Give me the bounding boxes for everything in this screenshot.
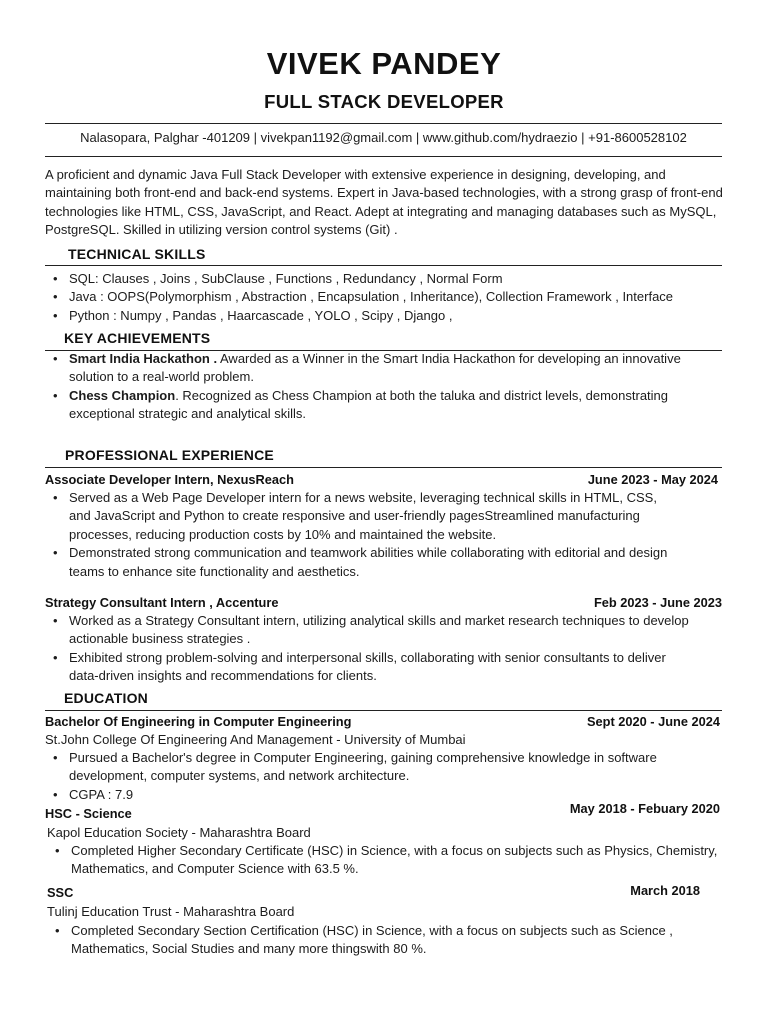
divider [45, 467, 722, 468]
list-item: • SQL: Clauses , Joins , SubClause , Functions , Redundancy , Normal Form [53, 271, 503, 286]
list-item: • Smart India Hackathon . Awarded as a Winner in the Smart India Hackathon for developing an innovative solution to a real-world problem. [53, 351, 681, 385]
degree-title: SSC [47, 885, 74, 900]
degree-title: HSC - Science [45, 806, 132, 821]
job-dates: June 2023 - May 2024 [587, 472, 718, 487]
achievements-list [45, 350, 717, 424]
degree-dates: May 2018 - Febuary 2020 [569, 801, 720, 816]
list-item: • Completed Higher Secondary Certificate (HSC) in Science, with a focus on subjects such as Physics, Chemistry, Mathematics, and Computer Science with 63.5 %. [55, 843, 718, 877]
job-title: Associate Developer Intern, NexusReach [45, 472, 294, 487]
candidate-name: VIVEK PANDEY [266, 46, 502, 81]
list-item: • Chess Champion. Recognized as Chess Champion at both the taluka and district levels, demonstrating exceptional strategic and analytical skills. [53, 387, 669, 422]
job-title: Strategy Consultant Intern , Accenture [45, 595, 279, 610]
list-item: • Demonstrated strong communication and teamwork abilities while collaborating with editorial and design teams to enhance site functionality and aesthetics. [53, 545, 668, 579]
list-item: • Completed Secondary Section Certification (HSC) in Science, with a focus on subjects such as Science , Mathematics, Social Studies and many more thingswith 80 %. [55, 923, 673, 957]
institution-name: Kapol Education Society - Maharashtra Board [47, 825, 311, 840]
summary-paragraph: A proficient and dynamic Java Full Stack Developer with extensive experience in designing, developing, and maintaining both front-end and back-end systems. Expert in Java-based technologies, with a strong grasp of front-end technologies like HTML, CSS, JavaScript, and React. Adept at integrating and managing databases such as MySQL, PostgreSQL. Skilled in utilizing version control systems (Git) . [45, 167, 723, 238]
divider [45, 123, 722, 124]
job-dates: Feb 2023 - June 2023 [593, 595, 722, 610]
list-item: • CGPA : 7.9 [53, 786, 134, 802]
section-heading-experience: PROFESSIONAL EXPERIENCE [65, 447, 274, 463]
divider [45, 710, 722, 711]
contact-line: Nalasopara, Palghar -401209 | vivekpan1192@gmail.com | www.github.com/hydraezio | +91-8600528102 [80, 130, 687, 145]
degree-bullets [47, 842, 727, 879]
institution-name: Tulinj Education Trust - Maharashtra Board [47, 904, 295, 919]
institution-name: St.John College Of Engineering And Management - University of Mumbai [45, 732, 466, 747]
degree-dates: Sept 2020 - June 2024 [586, 714, 720, 729]
list-item: • Exhibited strong problem-solving and interpersonal skills, collaborating with senior consultants to deliver data-driven insights and recommendations for clients. [53, 649, 666, 684]
section-heading-education: EDUCATION [64, 690, 148, 706]
job-bullets [45, 489, 675, 581]
list-item: • Java : OOPS(Polymorphism , Abstraction , Encapsulation , Inheritance), Collection Framework , Interface [53, 289, 674, 305]
divider [45, 156, 722, 157]
list-item: • Worked as a Strategy Consultant intern, utilizing analytical skills and market research techniques to develop actionable business strategies . [53, 613, 689, 647]
degree-bullets [47, 922, 687, 959]
list-item: • Python : Numpy , Pandas , Haarcascade , YOLO , Scipy , Django , [53, 307, 453, 323]
list-item: • Pursued a Bachelor's degree in Computer Engineering, gaining comprehensive knowledge in software development, computer systems, and network architecture. [53, 750, 657, 784]
degree-bullets [45, 749, 685, 804]
job-role: FULL STACK DEVELOPER [264, 91, 504, 112]
list-item: • Served as a Web Page Developer intern for a news website, leveraging technical skills in HTML, CSS, and JavaScript and Python to create responsive and user-friendly pagesStreamlined manufacturing processes, reducing production costs by 10% and maintained the website. [53, 490, 657, 542]
divider [45, 265, 722, 266]
job-bullets [45, 612, 695, 686]
degree-title: Bachelor Of Engineering in Computer Engineering [45, 714, 352, 729]
section-heading-skills: TECHNICAL SKILLS [68, 246, 206, 262]
section-heading-achievements: KEY ACHIEVEMENTS [64, 330, 211, 346]
skills-list [45, 270, 735, 325]
degree-dates: March 2018 [630, 883, 700, 898]
